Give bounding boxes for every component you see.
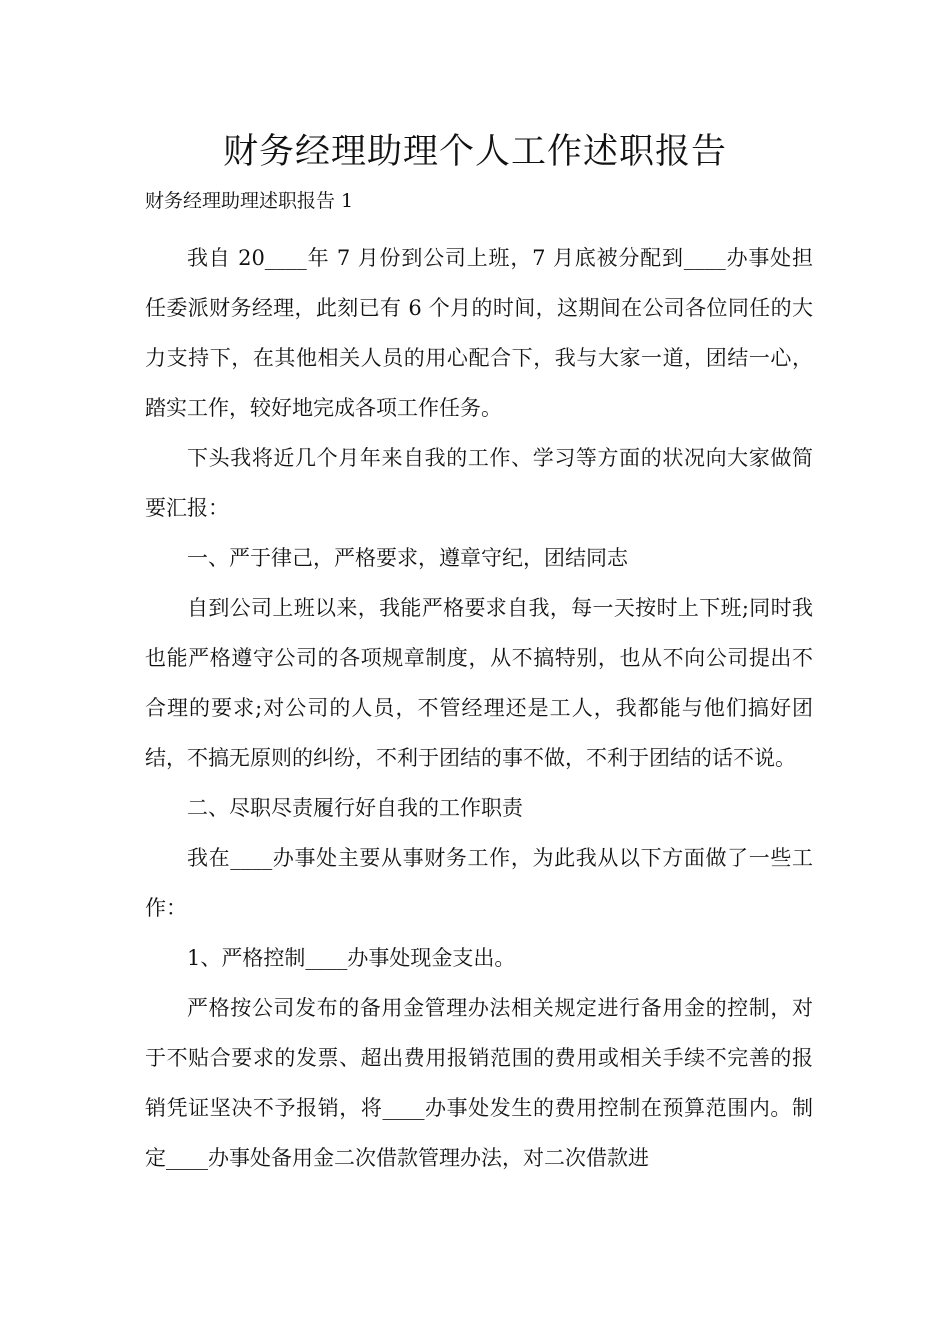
- document-body: [145, 233, 813, 1183]
- section-heading-2: 二、尽职尽责履行好自我的工作职责: [187, 796, 523, 820]
- paragraph-duties: 我在____办事处主要从事财务工作，为此我从以下方面做了一些工作：: [145, 846, 813, 920]
- paragraph-summary: 下头我将近几个月年来自我的工作、学习等方面的状况向大家做简要汇报：: [145, 446, 813, 520]
- paragraph-intro: 我自 20____年 7 月份到公司上班，7 月底被分配到____办事处担任委派财务经理，此刻已有 6 个月的时间，这期间在公司各位同任的大力支持下，在其他相关人员的用心配合下，我与大家一道，团结一心，踏实工作，较好地完成各项工作任务。: [145, 246, 813, 420]
- section-heading-1: 一、严于律己，严格要求，遵章守纪，团结同志: [187, 546, 628, 570]
- paragraph-cash-control: 严格按公司发布的备用金管理办法相关规定进行备用金的控制，对于不贴合要求的发票、超出费用报销范围的费用或相关手续不完善的报销凭证坚决不予报销，将____办事处发生的费用控制在预算范围内。制定____办事处备用金二次借款管理办法，对二次借款进: [145, 996, 813, 1170]
- paragraph-discipline: 自到公司上班以来，我能严格要求自我，每一天按时上下班;同时我也能严格遵守公司的各项规章制度，从不搞特别，也从不向公司提出不合理的要求;对公司的人员，不管经理还是工人，我都能与他们搞好团结，不搞无原则的纠纷，不利于团结的事不做，不利于团结的话不说。: [145, 596, 813, 770]
- document-title: 财务经理助理个人工作述职报告: [222, 132, 727, 172]
- document-subtitle: 财务经理助理述职报告 1: [145, 190, 354, 212]
- subsection-heading-1: 1、严格控制____办事处现金支出。: [187, 946, 516, 970]
